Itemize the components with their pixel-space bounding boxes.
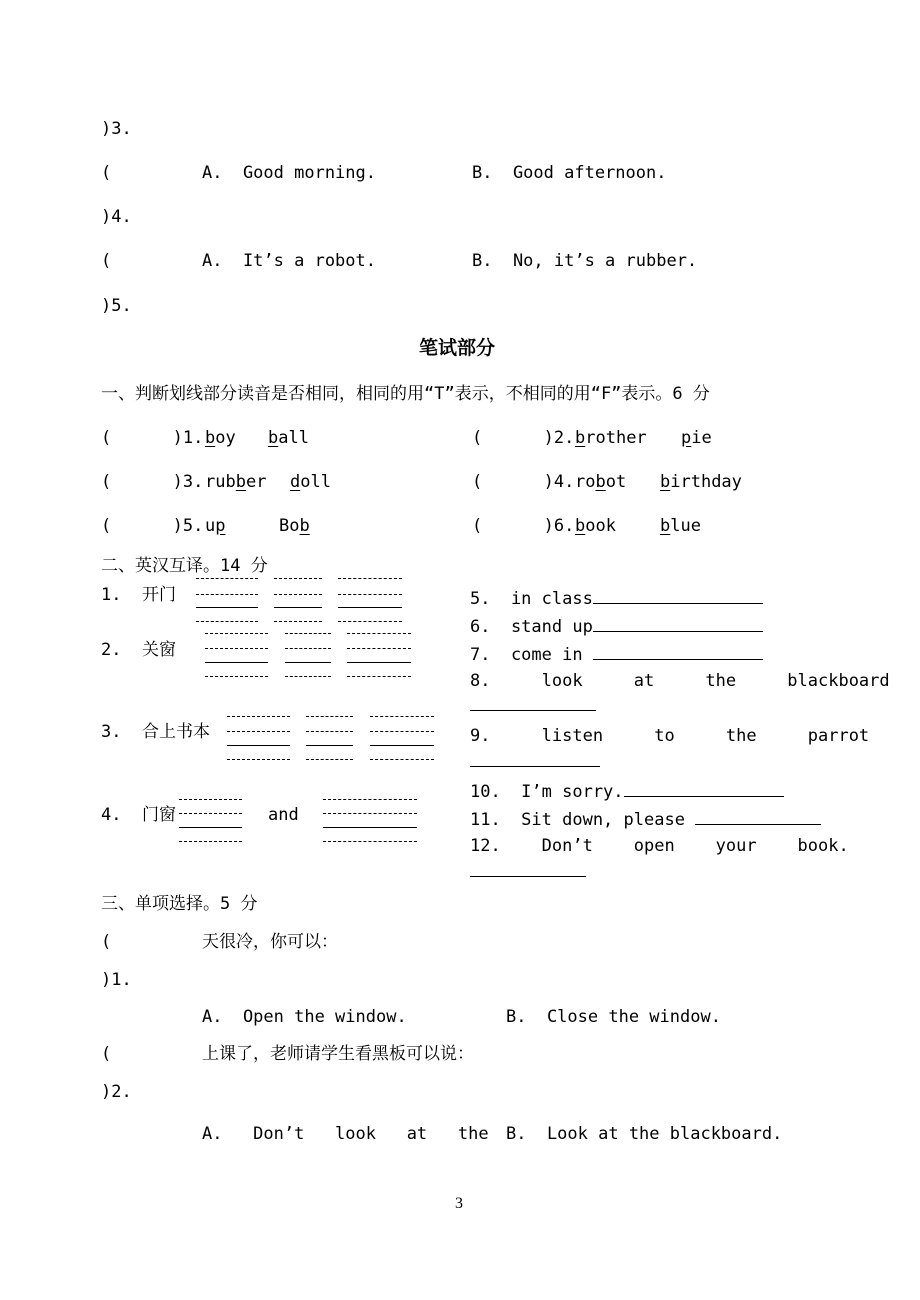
mc-q2-number: )2. (101, 1082, 132, 1102)
en-item-5: 5. in class (470, 587, 763, 610)
mc-q1-option-b: B. Close the window. (506, 1007, 721, 1027)
mc-q1-option-a: A. Open the window. (202, 1007, 407, 1027)
answer-paren[interactable]: ( )3. (101, 472, 204, 492)
q5-option-b: B. No, it’s a rubber. (472, 251, 698, 271)
cn-item-1: 1. 开门 (101, 585, 176, 605)
cn-item-3: 3. 合上书本 (101, 722, 210, 742)
answer-blank[interactable] (593, 615, 763, 632)
en-item-12: 12. Don’t open your book. (470, 836, 849, 856)
section1-heading: 一、判断划线部分读音是否相同，相同的用“T”表示，不相同的用“F”表示。6 分 (101, 384, 710, 404)
word-1: rubber (205, 472, 267, 492)
answer-paren[interactable]: ( )5. (101, 516, 204, 536)
word-2: Bob (279, 516, 310, 536)
en-item-11: 11. Sit down, please (470, 808, 821, 831)
en-item-8: 8. look at the blackboard (470, 671, 890, 691)
mc-q2-paren[interactable]: ( (101, 1044, 112, 1064)
word-1: boy (205, 428, 236, 448)
answer-paren[interactable]: ( )4. (472, 472, 575, 492)
q5-paren: ( (101, 251, 112, 271)
answer-blank[interactable] (470, 750, 600, 773)
q4-option-b: B. Good afternoon. (472, 163, 667, 183)
word-1: up (205, 516, 226, 536)
en-item-10: 10. I’m sorry. (470, 780, 784, 803)
word-2: pie (681, 428, 712, 448)
q4-paren: ( (101, 163, 112, 183)
q5-option-a: A. It’s a robot. (202, 251, 376, 271)
section3-heading: 三、单项选择。5 分 (101, 894, 258, 914)
cn-item-4: 4. 门窗 (101, 805, 176, 825)
mc-q2-option-b: B. Look at the blackboard. (506, 1124, 783, 1144)
en-item-9: 9. listen to the parrot (470, 726, 870, 746)
q4-number: )4. (101, 207, 132, 227)
answer-blank[interactable] (593, 587, 763, 604)
mc-q1-number: )1. (101, 970, 132, 990)
word-2: doll (290, 472, 331, 492)
answer-paren[interactable]: ( )2. (472, 428, 575, 448)
answer-paren[interactable]: ( )6. (472, 516, 575, 536)
answer-blank[interactable] (470, 860, 586, 883)
section2-heading: 二、英汉互译。14 分 (101, 556, 268, 576)
word-1: robot (575, 472, 627, 492)
q3-number: )3. (101, 119, 132, 139)
word-2: birthday (660, 472, 742, 492)
q5-number: )5. (101, 296, 132, 316)
word-1: brother (575, 428, 647, 448)
page-number: 3 (455, 1195, 463, 1212)
en-item-7: 7. come in (470, 643, 763, 666)
word-2: ball (268, 428, 309, 448)
mc-q1-stem: 天很冷，你可以： (202, 932, 338, 952)
word-1: book (575, 516, 616, 536)
written-part-title: 笔试部分 (419, 337, 496, 359)
and-word: and (268, 805, 299, 825)
q4-option-a: A. Good morning. (202, 163, 376, 183)
answer-blank[interactable] (624, 780, 784, 797)
mc-q2-option-a: A. Don’t look at the (202, 1124, 489, 1144)
cn-item-2: 2. 关窗 (101, 640, 176, 660)
mc-q1-paren[interactable]: ( (101, 932, 112, 952)
answer-blank[interactable] (695, 808, 821, 825)
word-2: blue (660, 516, 701, 536)
en-item-6: 6. stand up (470, 615, 763, 638)
answer-paren[interactable]: ( )1. (101, 428, 204, 448)
answer-blank[interactable] (593, 643, 763, 660)
mc-q2-stem: 上课了，老师请学生看黑板可以说： (202, 1044, 474, 1064)
answer-blank[interactable] (470, 694, 596, 717)
